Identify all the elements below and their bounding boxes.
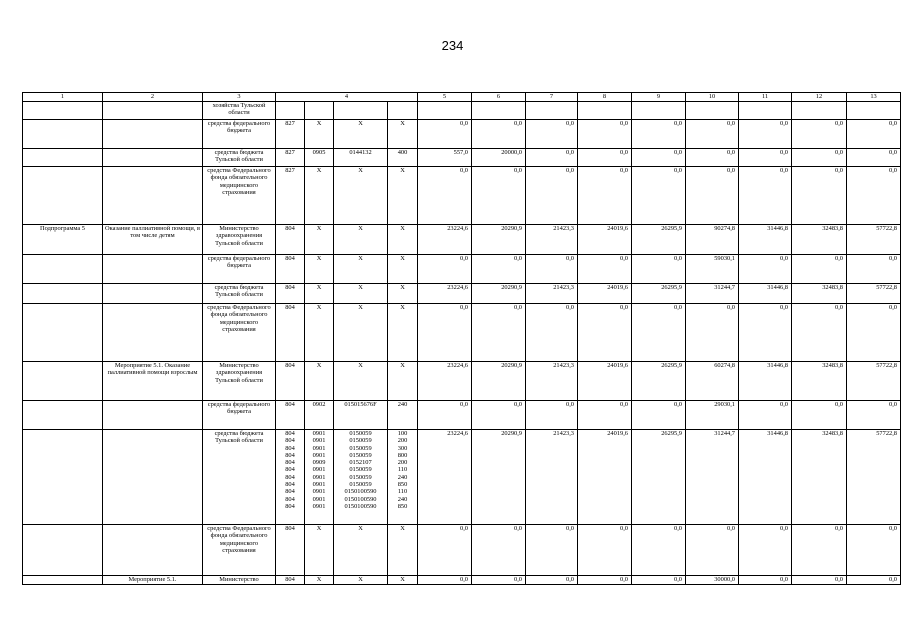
source-cell: средства бюджета Тульской области <box>203 284 276 304</box>
amount-cell: 0,0 <box>526 120 578 149</box>
program-cell <box>23 304 103 362</box>
rz-code-cell: 0901 0901 0901 0901 0909 0901 0901 0901 0901 0901 0901 <box>305 430 334 525</box>
source-cell: Министерство здравоохранения Тульской области <box>203 362 276 401</box>
column-number: 11 <box>739 93 792 102</box>
amount-cell: 0,0 <box>578 401 632 430</box>
amount-cell: 0,0 <box>686 120 739 149</box>
source-cell: средства бюджета Тульской области <box>203 430 276 525</box>
name-cell <box>103 167 203 225</box>
rz-code-cell: Х <box>305 120 334 149</box>
amount-cell: 0,0 <box>472 120 526 149</box>
amount-cell: 32483,8 <box>792 362 847 401</box>
program-cell <box>23 284 103 304</box>
table-row <box>23 362 901 401</box>
amount-cell: 557,0 <box>418 149 472 167</box>
amount-cell: 20290,9 <box>472 430 526 525</box>
amount-cell: 0,0 <box>847 401 901 430</box>
amount-cell: 0,0 <box>686 167 739 225</box>
rz-code-cell: Х <box>305 304 334 362</box>
amount-cell: 0,0 <box>418 525 472 576</box>
csr-code-cell: Х <box>334 255 388 284</box>
column-number: 2 <box>103 93 203 102</box>
amount-cell: 0,0 <box>526 304 578 362</box>
amount-cell: 0,0 <box>418 401 472 430</box>
amount-cell <box>632 102 686 120</box>
column-number: 12 <box>792 93 847 102</box>
column-number: 6 <box>472 93 526 102</box>
rz-code-cell: Х <box>305 167 334 225</box>
column-number: 4 <box>276 93 418 102</box>
table-row <box>23 304 901 362</box>
amount-cell: 0,0 <box>526 525 578 576</box>
table-row <box>23 255 901 284</box>
amount-cell: 0,0 <box>526 576 578 585</box>
amount-cell: 23224,6 <box>418 430 472 525</box>
name-cell <box>103 430 203 525</box>
rz-code-cell: Х <box>305 284 334 304</box>
program-cell <box>23 120 103 149</box>
vr-code-cell: 240 <box>388 401 418 430</box>
amount-cell: 0,0 <box>792 149 847 167</box>
amount-cell: 21423,3 <box>526 430 578 525</box>
vr-code-cell: Х <box>388 362 418 401</box>
source-cell: средства Федерального фонда обязательного медицинского страхования <box>203 304 276 362</box>
csr-code-cell: 015015676F <box>334 401 388 430</box>
page-number: 234 <box>441 38 464 53</box>
column-number: 10 <box>686 93 739 102</box>
csr-code-cell: Х <box>334 167 388 225</box>
name-cell: Мероприятие 5.1. <box>103 576 203 585</box>
amount-cell <box>472 102 526 120</box>
grbs-code-cell: 827 <box>276 149 305 167</box>
budget-table <box>22 92 901 585</box>
amount-cell: 60274,8 <box>686 362 739 401</box>
amount-cell <box>686 102 739 120</box>
program-cell <box>23 430 103 525</box>
name-cell <box>103 120 203 149</box>
source-cell: хозяйства Тульской области <box>203 102 276 120</box>
amount-cell: 0,0 <box>578 120 632 149</box>
column-number: 9 <box>632 93 686 102</box>
amount-cell: 0,0 <box>847 525 901 576</box>
program-cell <box>23 255 103 284</box>
amount-cell: 0,0 <box>792 255 847 284</box>
program-cell: Подпрограмма 5 <box>23 225 103 255</box>
amount-cell: 0,0 <box>792 167 847 225</box>
name-cell: Оказание паллиативной помощи, в том числе детям <box>103 225 203 255</box>
program-cell <box>23 167 103 225</box>
table-row <box>23 525 901 576</box>
rz-code-cell: 0902 <box>305 401 334 430</box>
amount-cell: 0,0 <box>578 255 632 284</box>
csr-code-cell: Х <box>334 525 388 576</box>
table-row <box>23 102 901 120</box>
amount-cell <box>526 102 578 120</box>
name-cell <box>103 525 203 576</box>
amount-cell: 0,0 <box>578 149 632 167</box>
amount-cell: 0,0 <box>526 167 578 225</box>
source-cell: Министерство здравоохранения Тульской области <box>203 225 276 255</box>
table-row <box>23 401 901 430</box>
source-cell: Министерство <box>203 576 276 585</box>
vr-code-cell: Х <box>388 225 418 255</box>
amount-cell: 24019,6 <box>578 284 632 304</box>
amount-cell: 29030,1 <box>686 401 739 430</box>
amount-cell: 0,0 <box>686 304 739 362</box>
amount-cell: 0,0 <box>472 525 526 576</box>
amount-cell: 0,0 <box>739 167 792 225</box>
amount-cell: 0,0 <box>578 304 632 362</box>
amount-cell: 0,0 <box>418 576 472 585</box>
name-cell <box>103 304 203 362</box>
column-number: 1 <box>23 93 103 102</box>
amount-cell: 31244,7 <box>686 430 739 525</box>
amount-cell: 0,0 <box>418 304 472 362</box>
rz-code-cell: Х <box>305 362 334 401</box>
grbs-code-cell: 827 <box>276 120 305 149</box>
csr-code-cell: Х <box>334 225 388 255</box>
grbs-code-cell <box>276 102 305 120</box>
amount-cell: 0,0 <box>686 525 739 576</box>
amount-cell: 57722,8 <box>847 284 901 304</box>
table-row <box>23 149 901 167</box>
amount-cell: 31446,8 <box>739 284 792 304</box>
column-number: 8 <box>578 93 632 102</box>
amount-cell: 0,0 <box>739 401 792 430</box>
vr-code-cell <box>388 102 418 120</box>
source-cell: средства бюджета Тульской области <box>203 149 276 167</box>
amount-cell: 0,0 <box>847 304 901 362</box>
amount-cell: 0,0 <box>847 576 901 585</box>
amount-cell: 20290,9 <box>472 284 526 304</box>
amount-cell: 0,0 <box>632 525 686 576</box>
table-row <box>23 430 901 525</box>
table-row <box>23 225 901 255</box>
amount-cell <box>739 102 792 120</box>
amount-cell: 0,0 <box>418 167 472 225</box>
vr-code-cell: Х <box>388 167 418 225</box>
vr-code-cell: Х <box>388 255 418 284</box>
amount-cell: 20290,9 <box>472 225 526 255</box>
amount-cell: 31446,8 <box>739 225 792 255</box>
name-cell <box>103 284 203 304</box>
amount-cell: 0,0 <box>578 167 632 225</box>
program-cell <box>23 149 103 167</box>
amount-cell: 0,0 <box>739 304 792 362</box>
amount-cell: 24019,6 <box>578 362 632 401</box>
csr-code-cell: Х <box>334 304 388 362</box>
amount-cell: 21423,3 <box>526 362 578 401</box>
csr-code-cell: Х <box>334 120 388 149</box>
amount-cell: 57722,8 <box>847 225 901 255</box>
amount-cell: 59030,1 <box>686 255 739 284</box>
amount-cell <box>847 102 901 120</box>
name-cell <box>103 255 203 284</box>
rz-code-cell: Х <box>305 225 334 255</box>
csr-code-cell: Х <box>334 284 388 304</box>
amount-cell: 32483,8 <box>792 225 847 255</box>
vr-code-cell: Х <box>388 525 418 576</box>
vr-code-cell: 100 200 300 800 200 110 240 850 110 240 850 <box>388 430 418 525</box>
source-cell: средства федерального бюджета <box>203 120 276 149</box>
amount-cell: 31446,8 <box>739 430 792 525</box>
amount-cell: 31244,7 <box>686 284 739 304</box>
amount-cell: 0,0 <box>792 120 847 149</box>
csr-code-cell <box>334 102 388 120</box>
name-cell <box>103 102 203 120</box>
amount-cell: 0,0 <box>418 255 472 284</box>
name-cell <box>103 401 203 430</box>
amount-cell: 26295,9 <box>632 362 686 401</box>
program-cell <box>23 525 103 576</box>
amount-cell: 0,0 <box>632 167 686 225</box>
amount-cell: 0,0 <box>847 255 901 284</box>
amount-cell: 0,0 <box>792 525 847 576</box>
name-cell: Мероприятие 5.1. Оказание паллиативной помощи взрослым <box>103 362 203 401</box>
program-cell <box>23 102 103 120</box>
grbs-code-cell: 827 <box>276 167 305 225</box>
amount-cell: 0,0 <box>526 401 578 430</box>
rz-code-cell: Х <box>305 576 334 585</box>
amount-cell: 23224,6 <box>418 284 472 304</box>
amount-cell: 90274,8 <box>686 225 739 255</box>
amount-cell: 0,0 <box>526 255 578 284</box>
grbs-code-cell: 804 <box>276 362 305 401</box>
amount-cell: 30000,0 <box>686 576 739 585</box>
amount-cell <box>418 102 472 120</box>
amount-cell: 0,0 <box>632 255 686 284</box>
amount-cell: 0,0 <box>472 576 526 585</box>
amount-cell: 0,0 <box>792 304 847 362</box>
amount-cell: 32483,8 <box>792 284 847 304</box>
amount-cell: 0,0 <box>472 255 526 284</box>
grbs-code-cell: 804 <box>276 284 305 304</box>
amount-cell: 0,0 <box>632 149 686 167</box>
column-number: 5 <box>418 93 472 102</box>
grbs-code-cell: 804 <box>276 225 305 255</box>
amount-cell: 0,0 <box>632 401 686 430</box>
amount-cell: 32483,8 <box>792 430 847 525</box>
amount-cell: 0,0 <box>472 167 526 225</box>
amount-cell: 0,0 <box>739 120 792 149</box>
amount-cell: 0,0 <box>418 120 472 149</box>
program-cell <box>23 401 103 430</box>
amount-cell: 0,0 <box>632 304 686 362</box>
amount-cell: 24019,6 <box>578 225 632 255</box>
vr-code-cell: Х <box>388 576 418 585</box>
table-row <box>23 167 901 225</box>
amount-cell: 23224,6 <box>418 362 472 401</box>
amount-cell: 0,0 <box>792 576 847 585</box>
vr-code-cell: Х <box>388 120 418 149</box>
amount-cell <box>578 102 632 120</box>
amount-cell: 26295,9 <box>632 430 686 525</box>
program-cell <box>23 362 103 401</box>
grbs-code-cell: 804 804 804 804 804 804 804 804 804 804 804 <box>276 430 305 525</box>
table-row <box>23 576 901 585</box>
csr-code-cell: Х <box>334 576 388 585</box>
amount-cell: 0,0 <box>847 120 901 149</box>
column-number: 13 <box>847 93 901 102</box>
source-cell: средства федерального бюджета <box>203 255 276 284</box>
amount-cell: 26295,9 <box>632 284 686 304</box>
vr-code-cell: Х <box>388 304 418 362</box>
amount-cell: 21423,3 <box>526 284 578 304</box>
table-body <box>23 93 901 585</box>
amount-cell: 20290,9 <box>472 362 526 401</box>
amount-cell: 0,0 <box>632 576 686 585</box>
amount-cell: 0,0 <box>739 576 792 585</box>
amount-cell: 0,0 <box>686 149 739 167</box>
amount-cell: 20000,0 <box>472 149 526 167</box>
amount-cell: 0,0 <box>739 525 792 576</box>
amount-cell: 0,0 <box>632 120 686 149</box>
amount-cell: 31446,8 <box>739 362 792 401</box>
rz-code-cell: Х <box>305 255 334 284</box>
source-cell: средства федерального бюджета <box>203 401 276 430</box>
grbs-code-cell: 804 <box>276 576 305 585</box>
amount-cell: 23224,6 <box>418 225 472 255</box>
amount-cell: 0,0 <box>526 149 578 167</box>
rz-code-cell: Х <box>305 525 334 576</box>
program-cell <box>23 576 103 585</box>
vr-code-cell: 400 <box>388 149 418 167</box>
amount-cell: 0,0 <box>739 255 792 284</box>
column-number: 7 <box>526 93 578 102</box>
amount-cell: 26295,9 <box>632 225 686 255</box>
csr-code-cell: 0144132 <box>334 149 388 167</box>
csr-code-cell: Х <box>334 362 388 401</box>
amount-cell: 0,0 <box>578 525 632 576</box>
amount-cell: 0,0 <box>472 304 526 362</box>
column-number: 3 <box>203 93 276 102</box>
grbs-code-cell: 804 <box>276 525 305 576</box>
grbs-code-cell: 804 <box>276 255 305 284</box>
vr-code-cell: Х <box>388 284 418 304</box>
column-number-row <box>23 93 901 102</box>
source-cell: средства Федерального фонда обязательного медицинского страхования <box>203 525 276 576</box>
amount-cell: 57722,8 <box>847 430 901 525</box>
table-row <box>23 120 901 149</box>
grbs-code-cell: 804 <box>276 401 305 430</box>
amount-cell: 0,0 <box>578 576 632 585</box>
amount-cell: 57722,8 <box>847 362 901 401</box>
amount-cell: 0,0 <box>792 401 847 430</box>
csr-code-cell: 0150059 0150059 0150059 0150059 0152107 0150059 0150059 0150059 0150100590 0150100590 0150100590 <box>334 430 388 525</box>
rz-code-cell <box>305 102 334 120</box>
amount-cell: 0,0 <box>847 167 901 225</box>
amount-cell: 0,0 <box>472 401 526 430</box>
amount-cell: 0,0 <box>739 149 792 167</box>
rz-code-cell: 0905 <box>305 149 334 167</box>
amount-cell: 24019,6 <box>578 430 632 525</box>
grbs-code-cell: 804 <box>276 304 305 362</box>
amount-cell <box>792 102 847 120</box>
name-cell <box>103 149 203 167</box>
amount-cell: 21423,3 <box>526 225 578 255</box>
source-cell: средства Федерального фонда обязательного медицинского страхования <box>203 167 276 225</box>
table-row <box>23 284 901 304</box>
amount-cell: 0,0 <box>847 149 901 167</box>
